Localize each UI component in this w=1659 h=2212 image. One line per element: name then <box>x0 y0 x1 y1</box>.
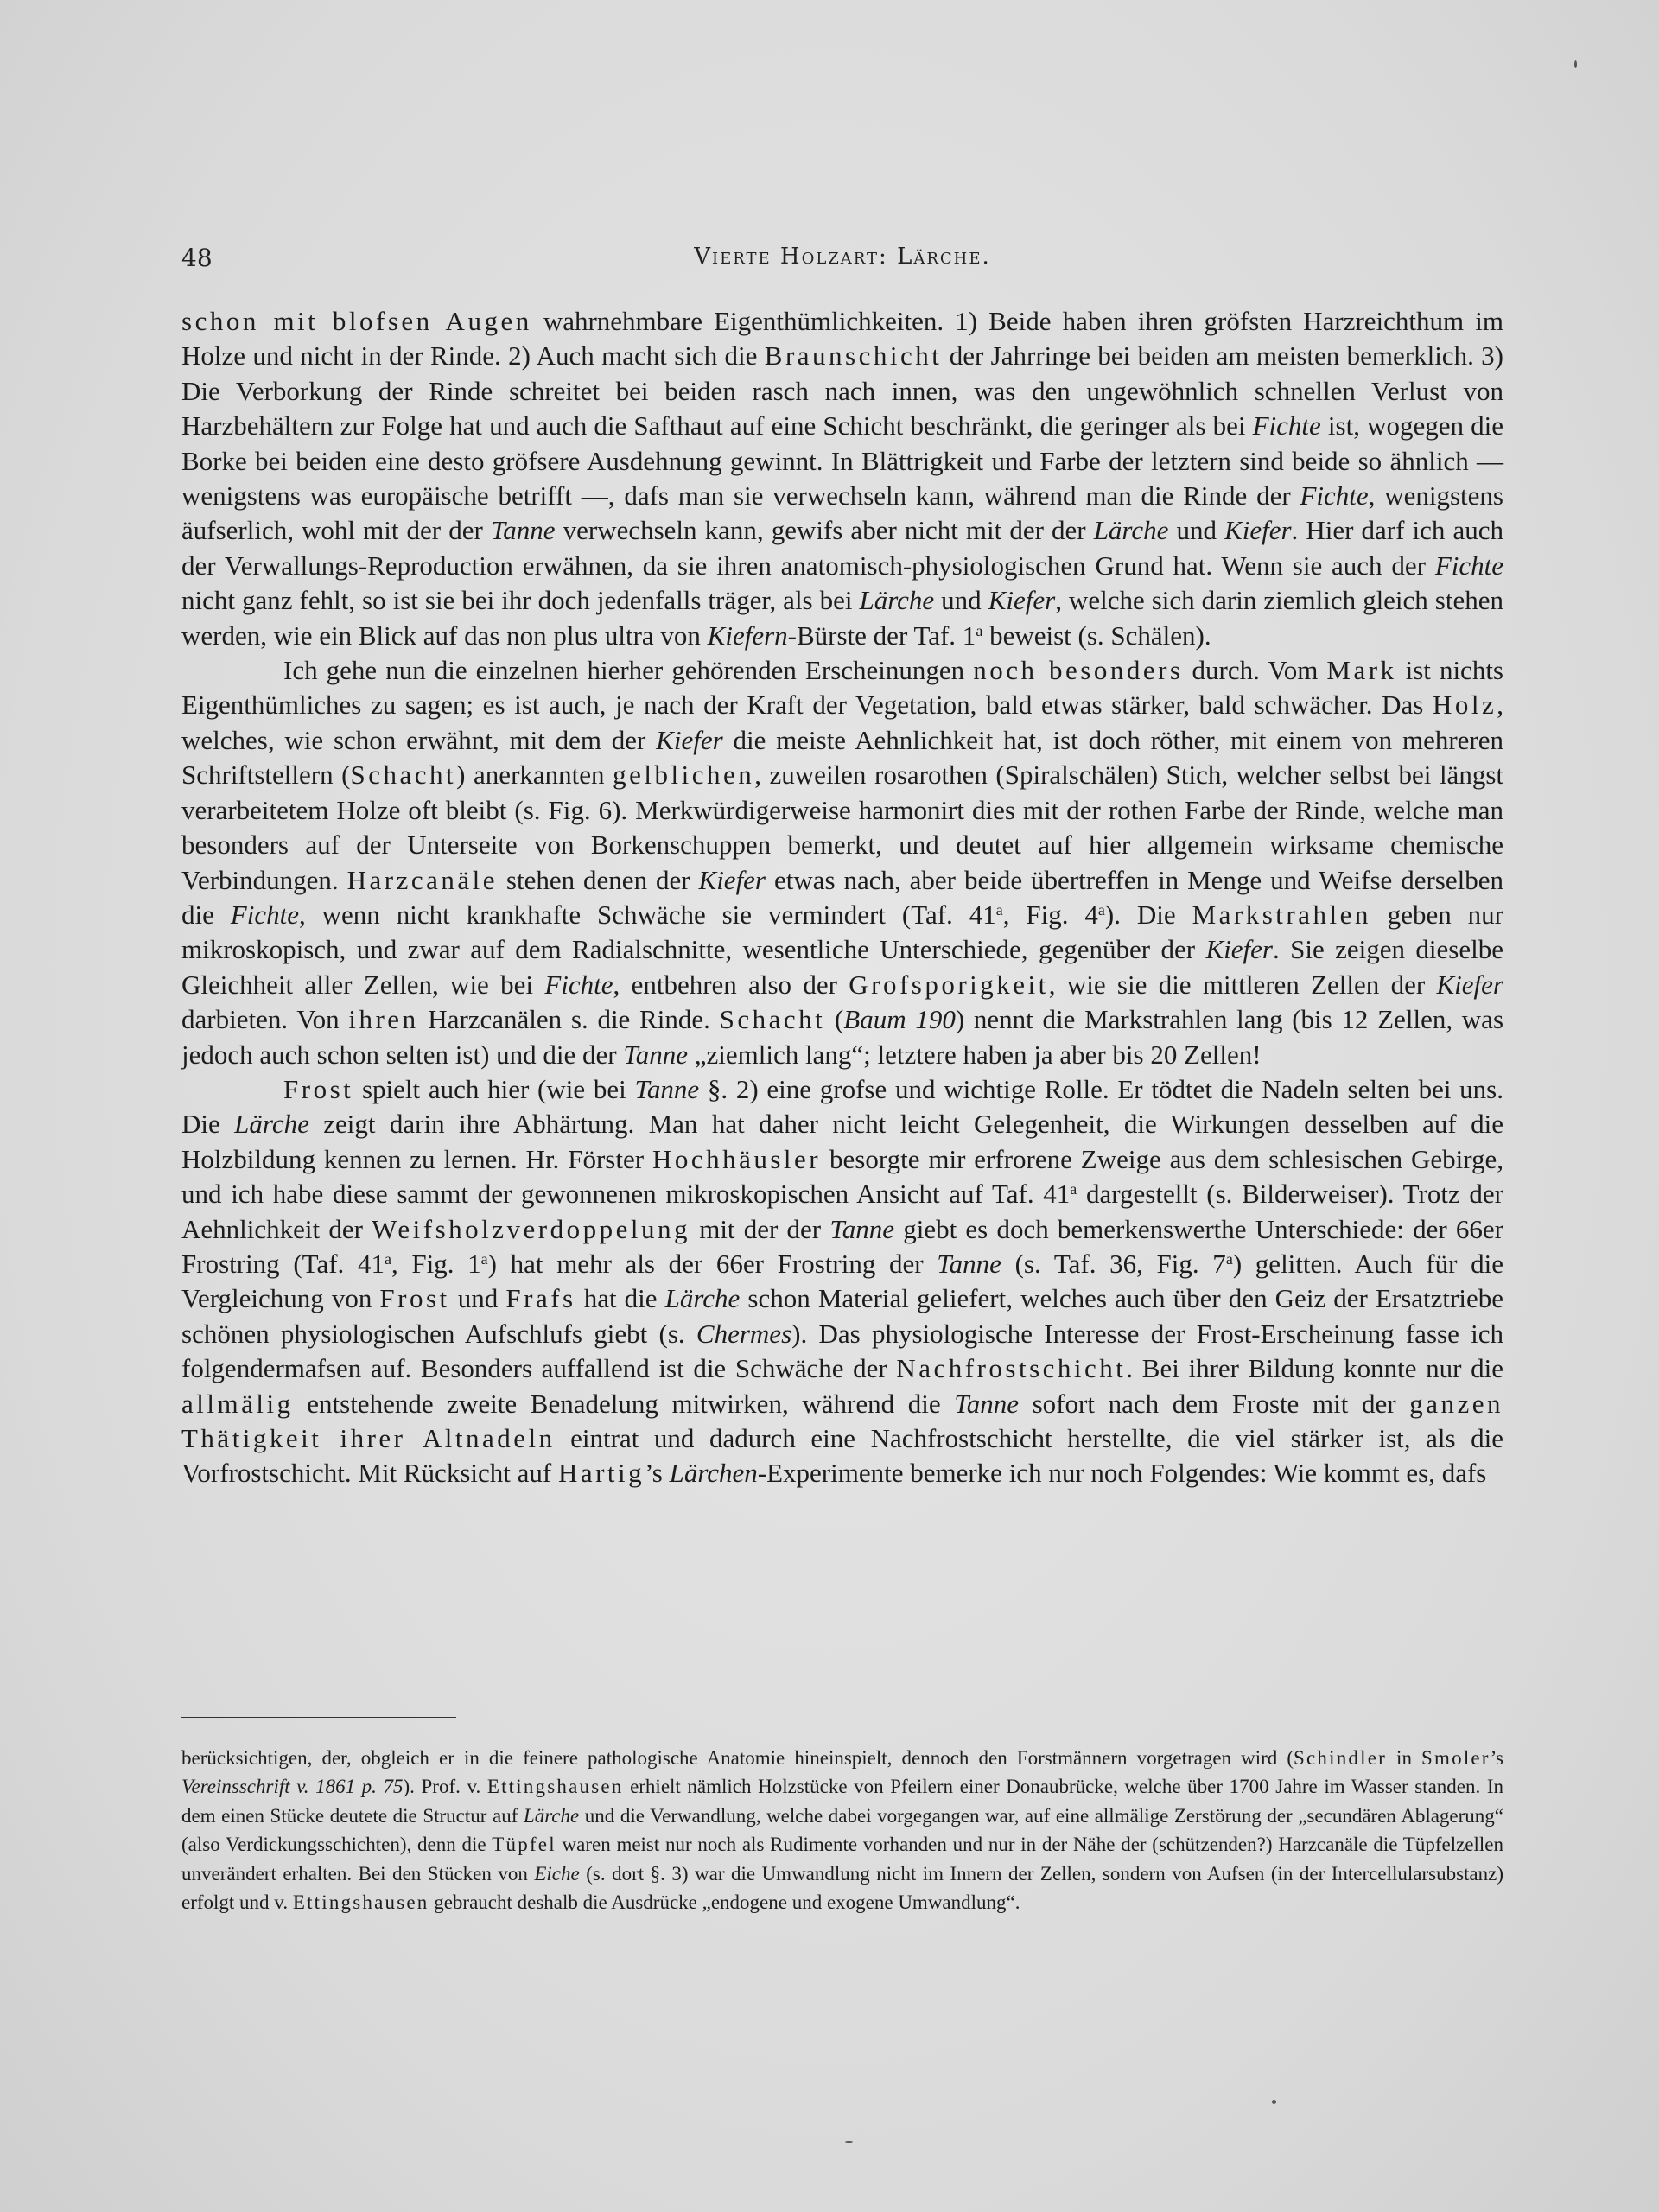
paragraph-1 <box>181 304 1503 653</box>
italic-term: Baum 190 <box>843 1004 956 1035</box>
italic-term: Kiefer <box>656 724 723 755</box>
text-run: , wenigstens äufserlich, wohl mit der der <box>181 480 1503 546</box>
text-run: ’s <box>1490 1747 1504 1769</box>
footnote-rule <box>181 1717 456 1718</box>
italic-term: Lärche <box>664 1283 741 1314</box>
spaced-emphasis: Nachfrostschicht <box>896 1353 1127 1384</box>
italic-term: Tanne <box>623 1039 689 1070</box>
text-run: hat die <box>575 1283 665 1314</box>
text-run: (s. Taf. 36, Fig. 7 <box>1001 1248 1226 1279</box>
spaced-emphasis: Tüpfel <box>492 1834 556 1856</box>
italic-term: Kiefer <box>1224 515 1292 546</box>
text-run: wahrnehmbare Eigenthümlichkeiten. 1) Beide haben ihren gröfsten Harzreichthum im Holze und nicht in der Rinde. 2) Auch macht sich die <box>181 306 1503 372</box>
spaced-emphasis: Frost <box>283 1073 354 1104</box>
text-run: , wie sie die mittleren Zellen der <box>1048 969 1437 1000</box>
text-run: ’s <box>645 1458 670 1489</box>
superscript: a <box>384 1249 391 1268</box>
page-number: 48 <box>181 244 213 272</box>
text-run: (s. dort §. 3) war die Umwandlung nicht im Innern der Zellen, sondern von Aufsen (in der Intercellularsubstanz) erfolgt und v. <box>181 1862 1503 1914</box>
text-run: Harzcanälen s. die Rinde. <box>418 1004 720 1035</box>
paragraph-3 <box>181 1072 1503 1491</box>
text-run: und <box>449 1283 506 1314</box>
text-run: schon Material geliefert, welches auch über den Geiz der Ersatztriebe schönen physiologischen Aufschlufs giebt (s. <box>181 1283 1503 1349</box>
text-run: die meiste Aehnlichkeit hat, ist doch röther, mit einem von mehreren Schriftstellern ( <box>181 724 1503 791</box>
text-run: eintrat und dadurch eine Nachfrostschicht herstellte, die viel stärker ist, als die Vorfrostschicht. Mit Rücksicht auf <box>181 1423 1503 1489</box>
italic-term: Fichte <box>1300 480 1369 512</box>
italic-term: Fichte <box>1252 410 1321 442</box>
text-run: . Bei ihrer Bildung konnte nur die <box>1126 1353 1503 1384</box>
text-run: entstehende zweite Benadelung mitwirken, während die <box>293 1388 955 1419</box>
text-run: geben nur mikroskopisch, und zwar auf dem Radialschnitte, wesentliche Unterschiede, gegenüber der <box>181 899 1504 965</box>
italic-term: Eiche <box>534 1862 580 1885</box>
superscript: a <box>1225 1249 1233 1268</box>
running-title: Vierte Holzart: Lärche. <box>694 244 991 270</box>
italic-term: Kiefern <box>707 620 788 651</box>
text-run: ). Das physiologische Interesse der Frost-Erscheinung fasse ich folgendermafsen auf. Besonders auffallend ist die Schwäche der <box>181 1318 1503 1384</box>
footnote <box>181 1744 1503 1916</box>
text-run: zeigt darin ihre Abhärtung. Man hat daher nicht leicht Gelegenheit, die Wirkungen desselben auf die Holzbildung kennen zu lernen. Hr. Förster <box>181 1109 1503 1174</box>
text-run: ist, wogegen die Borke bei beiden eine desto gröfsere Ausdehnung gewinnt. In Blättrigkeit und Farbe der letztern sind beide so ähnlich — wenigstens was europäische betrifft —, dafs man sie verwechseln kann, während man die Rinde der <box>181 410 1503 512</box>
text-run: und <box>1168 515 1225 546</box>
text-run: , Fig. 4 <box>1002 899 1098 930</box>
italic-term: Lärche <box>523 1804 580 1827</box>
text-run: -Bürste der Taf. 1 <box>787 620 976 651</box>
italic-term: Lärche <box>234 1109 309 1140</box>
text-run: und <box>934 585 988 616</box>
body-text <box>181 304 1503 1491</box>
spaced-emphasis: Grofsporigkeit <box>849 969 1049 1000</box>
text-run: stehen denen der <box>497 864 699 895</box>
text-run: der Jahrringe bei beiden am meisten bemerklich. 3) Die Verborkung der Rinde schreitet bei beiden rasch nach innen, was den ungewöhnlich schnellen Verlust von Harzbehältern zur Folge hat und auch die Safthaut auf eine Schicht beschränkt, die geringer als bei <box>181 340 1504 442</box>
superscript: a <box>995 900 1003 918</box>
text-run: , entbehren also der <box>613 969 849 1000</box>
page-header <box>181 244 1503 278</box>
text-run: spielt auch hier (wie bei <box>353 1073 635 1104</box>
text-run: besorgte mir erfrorene Zweige aus dem schlesischen Gebirge, und ich habe diese sammt der gewonnenen mikroskopischen Ansicht auf Taf. 41 <box>181 1143 1504 1210</box>
text-run: gebraucht deshalb die Ausdrücke „endogene und exogene Umwandlung“. <box>429 1891 1020 1914</box>
text-run: , welches, wie schon erwähnt, mit dem der <box>181 690 1503 755</box>
spaced-emphasis: Frost <box>379 1283 450 1314</box>
spaced-emphasis: ihren <box>348 1004 419 1035</box>
italic-term: Fichte <box>1434 550 1503 581</box>
text-run: , zuweilen rosarothen (Spiralschälen) Stich, welcher selbst bei längst verarbeitetem Holze oft bleibt (s. Fig. 6). Merkwürdigerweise harmonirt dies mit der rothen Farbe der Rinde, welche man besonders auf der Unterseite von Borkenschuppen bemerkt, und deutet auf hier allgemein wirksame chemische Verbindungen. <box>181 760 1503 895</box>
text-run: nicht ganz fehlt, so ist sie bei ihr doch jedenfalls träger, als bei <box>181 585 860 616</box>
text-run: erhielt nämlich Holzstücke von Pfeilern einer Donaubrücke, welche über 1700 Jahre im Wasser standen. In dem einen Stücke deutete die Structur auf <box>181 1776 1503 1827</box>
spaced-emphasis: Braunschicht <box>764 340 943 372</box>
italic-term: Tanne <box>490 515 556 546</box>
text-run: ( <box>825 1004 844 1035</box>
text-run: durch. Vom <box>1183 655 1327 686</box>
spaced-emphasis: Markstrahlen <box>1192 899 1371 930</box>
speck-mark <box>845 2141 853 2143</box>
text-run: sofort nach dem Froste mit der <box>1018 1388 1410 1419</box>
text-run: Ich gehe nun die einzelnen hierher gehörenden Erscheinungen <box>283 655 974 686</box>
spaced-emphasis: noch besonders <box>973 655 1184 686</box>
spaced-emphasis: Frafs <box>505 1283 576 1314</box>
spaced-emphasis: Ettingshausen <box>486 1776 624 1798</box>
superscript: a <box>480 1249 488 1268</box>
text-run: . Hier darf ich auch der Verwallungs-Reproduction erwähnen, da sie ihren anatomisch-physiologischen Grund hat. Wenn sie auch der <box>181 515 1504 581</box>
italic-term: Lärchen <box>669 1458 758 1489</box>
spaced-emphasis: Smoler <box>1421 1747 1491 1769</box>
text-run: verwechseln kann, gewifs aber nicht mit der der <box>555 515 1094 546</box>
text-run: , welche sich darin ziemlich gleich stehen werden, wie ein Blick auf das non plus ultra von <box>181 585 1504 651</box>
text-run: ) anerkannten <box>456 760 613 791</box>
spaced-emphasis: gelblichen <box>613 760 755 791</box>
text-run: mit der der <box>690 1213 830 1244</box>
text-run: giebt es doch bemerkenswerthe Unterschiede: der 66er Frostring (Taf. 41 <box>181 1213 1503 1279</box>
spaced-emphasis: Harzcanäle <box>346 864 498 895</box>
italic-term: Tanne <box>954 1388 1019 1419</box>
italic-term: Kiefer <box>1436 969 1503 1000</box>
text-run: in <box>1386 1747 1422 1769</box>
italic-term: Tanne <box>937 1248 1001 1279</box>
text-run: ist nichts Eigenthümliches zu sagen; es ist auch, je nach der Kraft der Vegetation, bald etwas stärker, bald schwächer. Das <box>181 655 1503 721</box>
text-run: beweist (s. Schälen). <box>982 620 1211 651</box>
text-run: etwas nach, aber beide übertreffen in Menge und Weifse derselben die <box>181 864 1504 930</box>
italic-term: Lärche <box>859 585 935 616</box>
text-run: berücksichtigen, der, obgleich er in die feinere pathologische Anatomie hineinspielt, dennoch den Forstmännern vorgetragen wird ( <box>181 1747 1294 1769</box>
spaced-emphasis: Weifsholzverdoppelung <box>372 1213 690 1244</box>
spaced-emphasis: Hartig <box>557 1458 645 1489</box>
spaced-emphasis: Schindler <box>1294 1747 1387 1769</box>
text-run: ) hat mehr als der 66er Frostring der <box>487 1248 938 1279</box>
spaced-emphasis: Schacht <box>719 1004 826 1035</box>
italic-term: Kiefer <box>1205 934 1273 965</box>
superscript: a <box>1070 1180 1077 1198</box>
text-run: ). Prof. v. <box>403 1776 487 1798</box>
italic-term: Tanne <box>830 1213 895 1244</box>
italic-term: Kiefer <box>988 585 1056 616</box>
spaced-emphasis: ganzen Thätigkeit ihrer Altnadeln <box>181 1388 1504 1453</box>
text-run: ) gelitten. Auch für die Vergleichung von <box>181 1248 1503 1314</box>
spaced-emphasis: Ettingshausen <box>292 1891 429 1914</box>
text-run: , Fig. 1 <box>391 1248 481 1279</box>
text-run: . Sie zeigen dieselbe Gleichheit aller Zellen, wie bei <box>181 934 1503 1000</box>
spaced-emphasis: Hochhäusler <box>652 1143 822 1174</box>
spaced-emphasis: Mark <box>1326 655 1397 686</box>
speck-mark <box>1272 2100 1276 2104</box>
spaced-emphasis: Schacht <box>350 760 457 791</box>
superscript: a <box>1097 900 1105 918</box>
italic-term: Vereinsschrift v. 1861 p. 75 <box>181 1776 404 1798</box>
italic-term: Tanne <box>634 1073 700 1104</box>
text-run: -Experimente bemerke ich nur noch Folgendes: Wie kommt es, dafs <box>757 1458 1487 1489</box>
spaced-emphasis: Holz <box>1432 690 1497 721</box>
italic-term: Lärche <box>1093 515 1169 546</box>
italic-term: Fichte <box>544 969 613 1000</box>
text-run: „ziemlich lang“; letztere haben ja aber bis 20 Zellen! <box>688 1039 1262 1070</box>
italic-term: Chermes <box>696 1318 792 1349</box>
text-run: ) nennt die Markstrahlen lang (bis 12 Zellen, was jedoch auch schon selten ist) und die der <box>181 1004 1504 1070</box>
speck-mark <box>1574 60 1577 68</box>
text-run: , wenn nicht krankhafte Schwäche sie vermindert (Taf. 41 <box>298 899 996 930</box>
spaced-emphasis: allmälig <box>181 1388 294 1419</box>
text-run: und die Verwandlung, welche dabei vorgegangen war, auf eine allmälige Zerstörung der „secundären Ablagerung“ (also Verdickungsschichten), denn die <box>181 1804 1503 1856</box>
italic-term: Kiefer <box>698 864 766 895</box>
superscript: a <box>976 621 983 639</box>
text-run: darbieten. Von <box>181 1004 349 1035</box>
paragraph-2 <box>181 653 1503 1072</box>
spaced-emphasis: schon mit blofsen Augen <box>181 306 532 336</box>
text-run: ). Die <box>1104 899 1192 930</box>
italic-term: Fichte <box>230 899 299 930</box>
text-run: dargestellt (s. Bilderweiser). Trotz der Aehnlichkeit der <box>181 1179 1503 1244</box>
text-run: waren meist nur noch als Rudimente vorhanden und nur in der Nähe der (schützenden?) Harzcanäle die Tüpfelzellen unverändert erhalten. Bei den Stücken von <box>181 1834 1503 1885</box>
text-run: §. 2) eine grofse und wichtige Rolle. Er tödtet die Nadeln selten bei uns. Die <box>181 1073 1503 1140</box>
